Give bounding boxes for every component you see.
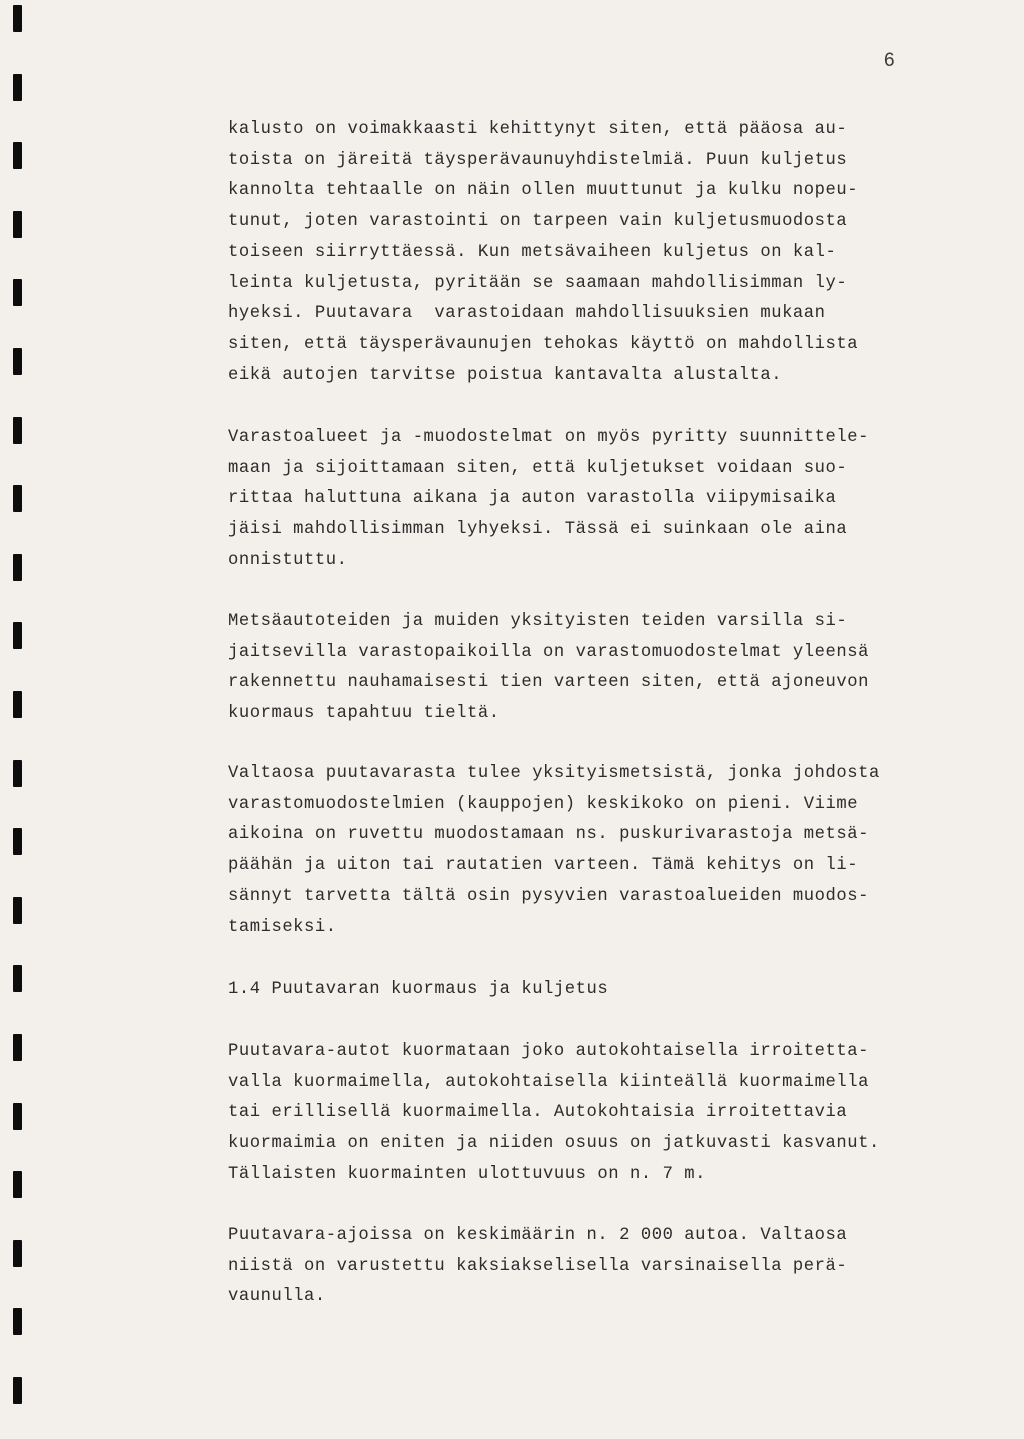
text-line: Varastoalueet ja -muodostelmat on myös pyritty suunnittele- — [228, 428, 869, 447]
binding-hole — [13, 691, 22, 718]
text-line: niistä on varustettu kaksiakselisella varsinaisella perä- — [228, 1256, 848, 1276]
text-line: kuormaimia on eniten ja niiden osuus on jatkuvasti kasvanut. — [228, 1134, 880, 1154]
binding-hole — [13, 622, 22, 649]
section-heading: 1.4 Puutavaran kuormaus ja kuljetus — [228, 980, 609, 999]
binding-hole — [13, 142, 22, 169]
text-line: maan ja sijoittamaan siten, että kuljetukset voidaan suo- — [228, 458, 848, 478]
text-line: Puutavara-ajoissa on keskimäärin n. 2 000 autoa. Valtaosa — [228, 1226, 848, 1245]
text-line: rakennettu nauhamaisesti tien varteen siten, että ajoneuvon — [228, 673, 869, 693]
text-line: Tällaisten kuormainten ulottuvuus on n. 7 m. — [228, 1164, 707, 1184]
binding-hole — [13, 417, 22, 444]
text-line: kalusto on voimakkaasti kehittynyt siten, että pääosa au- — [228, 120, 848, 139]
text-line: toiseen siirryttäessä. Kun metsävaiheen kuljetus on kal- — [228, 242, 837, 262]
binding-hole — [13, 897, 22, 924]
binding-hole — [13, 1377, 22, 1404]
binding-hole — [13, 1240, 22, 1267]
text-line: rittaa haluttuna aikana ja auton varastolla viipymisaika — [228, 489, 837, 509]
text-line: hyeksi. Puutavara varastoidaan mahdollisuuksien mukaan — [228, 304, 826, 324]
text-line: jäisi mahdollisimman lyhyeksi. Tässä ei suinkaan ole aina — [228, 520, 848, 540]
text-line: päähän ja uiton tai rautatien varteen. Tämä kehitys on li- — [228, 856, 859, 876]
text-line: varastomuodostelmien (kauppojen) keskikoko on pieni. Viime — [228, 794, 859, 814]
text-line: siten, että täysperävaunujen tehokas käyttö on mahdollista — [228, 334, 859, 354]
binding-hole — [13, 5, 22, 32]
binding-hole — [13, 348, 22, 375]
text-line: onnistuttu. — [228, 550, 348, 570]
text-line: Metsäautoteiden ja muiden yksityisten teiden varsilla si- — [228, 612, 848, 631]
text-line: leinta kuljetusta, pyritään se saamaan mahdollisimman ly- — [228, 273, 848, 293]
text-line: Puutavara-autot kuormataan joko autokohtaisella irroitetta- — [228, 1042, 869, 1061]
text-line: kannolta tehtaalle on näin ollen muuttunut ja kulku nopeu- — [228, 181, 859, 201]
binding-hole — [13, 211, 22, 238]
binding-hole — [13, 554, 22, 581]
text-line: Valtaosa puutavarasta tulee yksityismetsistä, jonka johdosta — [228, 764, 880, 783]
binding-hole — [13, 74, 22, 101]
page-number: 6 — [884, 50, 895, 71]
binding-hole — [13, 1171, 22, 1198]
text-line: vaunulla. — [228, 1287, 326, 1307]
text-line: sännyt tarvetta tältä osin pysyvien varastoalueiden muodos- — [228, 886, 869, 906]
text-line: aikoina on ruvettu muodostamaan ns. puskurivarastoja metsä- — [228, 825, 869, 845]
binding-hole — [13, 1034, 22, 1061]
binding-hole — [13, 965, 22, 992]
text-line: kuormaus tapahtuu tieltä. — [228, 704, 500, 724]
text-line: valla kuormaimella, autokohtaisella kiinteällä kuormaimella — [228, 1072, 869, 1092]
text-line: eikä autojen tarvitse poistua kantavalta alustalta. — [228, 365, 783, 385]
text-line: tunut, joten varastointi on tarpeen vain kuljetusmuodosta — [228, 212, 848, 232]
text-line: toista on järeitä täysperävaunuyhdistelmiä. Puun kuljetus — [228, 150, 848, 170]
binding-hole — [13, 828, 22, 855]
text-line: tamiseksi. — [228, 917, 337, 937]
binding-hole — [13, 279, 22, 306]
text-line: tai erillisellä kuormaimella. Autokohtaisia irroitettavia — [228, 1103, 848, 1123]
binding-hole — [13, 760, 22, 787]
text-line: jaitsevilla varastopaikoilla on varastomuodostelmat yleensä — [228, 642, 869, 662]
binding-hole — [13, 485, 22, 512]
binding-hole — [13, 1103, 22, 1130]
binding-hole — [13, 1308, 22, 1335]
